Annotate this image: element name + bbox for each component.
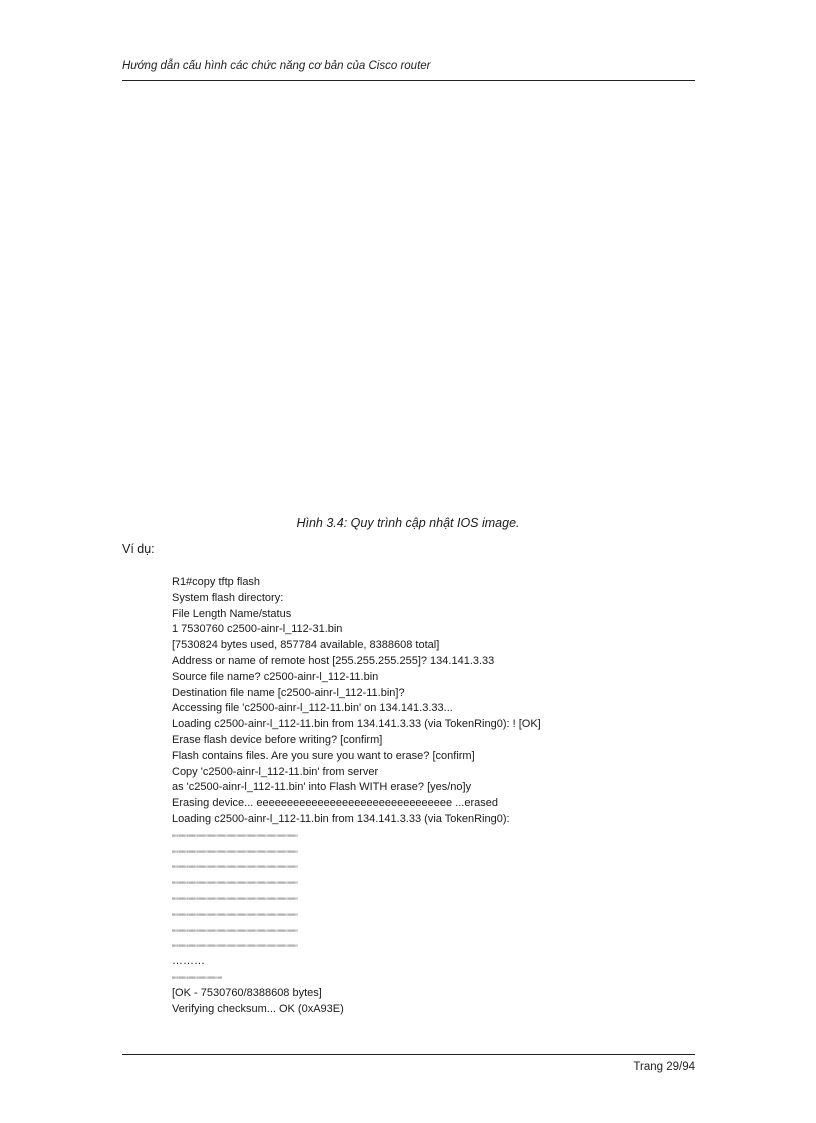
terminal-line: !!!!!!!!!!!!!!!!!!!!!!!!!!!!!!!!!!!!!!!!!!!!!!!!!!!!!!!!!!!!!!!!!!!!!!!!!!!!!!!!!!!!!!!!!!!!!!!!!!!!!!!!!!!!!!!!! [172, 895, 298, 901]
terminal-line: !!!!!!!!!!!!!!!!!!!!!!!!!!!!!!!!!!!!!!!!!!!!!!!!!!!!!!!!!!!!!!!!!!!!!!!!!!!!!!!!!!!!!!!!!!!!!!!!!!!!!!!!!!!!!!!!! [172, 848, 298, 854]
figure-caption: Hình 3.4: Quy trình cập nhật IOS image. [296, 516, 520, 530]
terminal-line: Loading c2500-ainr-l_112-11.bin from 134.141.3.33 (via TokenRing0): [172, 812, 510, 825]
page-header-title: Hướng dẫn cấu hình các chức năng cơ bản của Cisco router [122, 60, 431, 72]
terminal-line: Flash contains files. Are you sure you want to erase? [confirm] [172, 749, 475, 762]
page-number: Trang 29/94 [633, 1061, 695, 1073]
terminal-line: !!!!!!!!!!!!!!!!!!!!!!!!!!!!!!!!!!!!!!!!!!!!!!!!!!!!!!!!!!!!!!!!!!!!!!!!!!!!!!!!!!!!!!!!!!!!!!!!!!!!!!!!!!!!!!!!! [172, 911, 298, 917]
header-divider [122, 80, 695, 81]
terminal-line: Address or name of remote host [255.255.255.255]? 134.141.3.33 [172, 654, 495, 667]
terminal-line: Source file name? c2500-ainr-l_112-11.bin [172, 670, 379, 683]
terminal-line: !!!!!!!!!!!!!!!!!!!!!!!!!!!!!!!!!!!!!!!!!!!!!!!!!!!!!!!!!!!!!!!!!!!!!!!!!!!!!!!!!!!!!!!!!!!!!!!!!!!!!!!!!!!!!!!!! [172, 880, 298, 886]
terminal-line: Verifying checksum... OK (0xA93E) [172, 1002, 344, 1015]
terminal-line: Copy 'c2500-ainr-l_112-11.bin' from server [172, 765, 379, 778]
example-label: Ví dụ: [122, 542, 155, 556]
terminal-line: Erasing device... eeeeeeeeeeeeeeeeeeeeeeeeeeeeeeee ...erased [172, 797, 498, 810]
terminal-line: as 'c2500-ainr-l_112-11.bin' into Flash WITH erase? [yes/no]y [172, 781, 472, 794]
terminal-line: !!!!!!!!!!!!!!!!!!!!!!!!!!!!!!!!!!!!!!!!!!!!!!!!!!!!!!!!!!!!!!!!!!!!!!!!!!!!!!!!!!!!!!!!!!!!!!!!!!!!!!!!!!!!!!!!! [172, 832, 298, 838]
terminal-line: Loading c2500-ainr-l_112-11.bin from 134.141.3.33 (via TokenRing0): ! [OK] [172, 718, 541, 731]
terminal-line: Erase flash device before writing? [confirm] [172, 733, 383, 746]
terminal-output [172, 575, 692, 1017]
terminal-line: [OK - 7530760/8388608 bytes] [172, 986, 322, 999]
terminal-line: System flash directory: [172, 591, 284, 604]
terminal-line: [7530824 bytes used, 857784 available, 8388608 total] [172, 639, 440, 652]
terminal-line: Accessing file 'c2500-ainr-l_112-11.bin' on 134.141.3.33... [172, 702, 453, 715]
terminal-line: R1#copy tftp flash [172, 576, 261, 588]
terminal-line: File Length Name/status [172, 607, 292, 620]
terminal-line: ……… [172, 955, 205, 968]
footer-divider [122, 1054, 695, 1055]
terminal-line: !!!!!!!!!!!!!!!!!!!!!!!!!!!!!!!!!!!!!!!!!!!!!!!!!!!!!!!!!!!!!!!!!!!!!!!!!!!!!!!!!!!!!!!!!!!!!!!!!!!!!!!!!!!!!!!!! [172, 927, 298, 933]
terminal-line: !!!!!!!!!!!!!!!!!!!!!!!!!!!!!!!!!!!!!!!!!!!!!!!!!!!!!!!!!!!!!!!!!!!!!!!!!!!!!!!!!!!!!!!!!!!!!!!!!!!!!!!!!!!!!!!!! [172, 943, 298, 949]
terminal-line: 1 7530760 c2500-ainr-l_112-31.bin [172, 623, 343, 636]
terminal-line: Destination file name [c2500-ainr-l_112-11.bin]? [172, 686, 405, 699]
terminal-line: !!!!!!!!!!!!!!!!!!!!!!!!!!!!!!!!!!!!!!!!!!!!! [172, 974, 223, 980]
terminal-line: !!!!!!!!!!!!!!!!!!!!!!!!!!!!!!!!!!!!!!!!!!!!!!!!!!!!!!!!!!!!!!!!!!!!!!!!!!!!!!!!!!!!!!!!!!!!!!!!!!!!!!!!!!!!!!!!! [172, 864, 298, 870]
figure-area [122, 90, 695, 500]
